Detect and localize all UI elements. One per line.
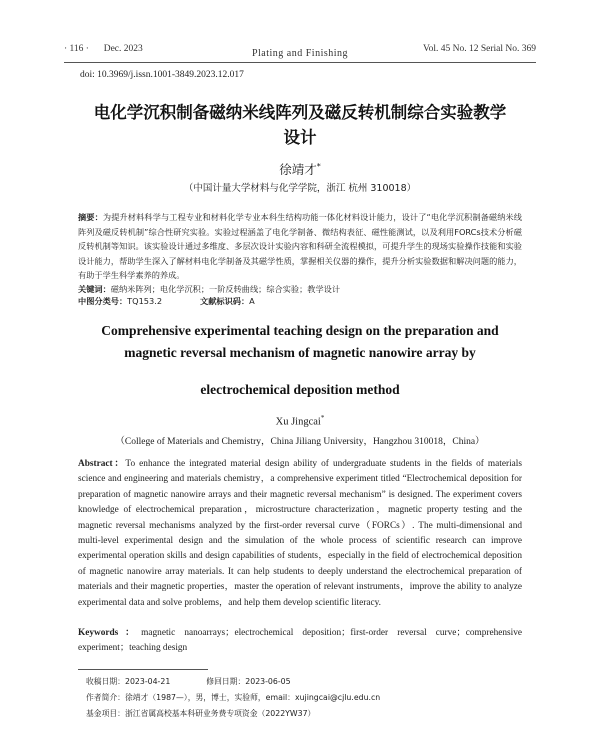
chinese-keywords-text: 磁纳米阵列；电化学沉积；一阶反转曲线；综合实验；教学设计 [110, 284, 341, 294]
doc-code: A [249, 296, 255, 306]
doc-code-label: 文献标识码： [200, 296, 250, 306]
received-label: 收稿日期： [86, 677, 125, 686]
footnote-author-info [86, 692, 380, 703]
english-affiliation: （College of Materials and Chemistry，China Jiliang University，Hangzhou 310018，China） [115, 437, 485, 447]
english-title-line3: electrochemical deposition method [200, 382, 400, 397]
chinese-author [0, 160, 600, 178]
english-abstract [78, 457, 522, 611]
chinese-abstract-text: 为提升材料科学与工程专业和材料化学专业本科生结构功能一体化材料设计能力，设计了“电化学沉积制备磁纳米线阵列及磁反转机制”综合性研究实验。实验过程涵盖了电化学制备、微结构表征、磁性能测试，以及利用FORCs技术分析磁反转机制等知识。该实验设计通过多维度、多层次设计实验内容和科研全流程模拟，可提升学生的现场实验操作技能和实验设计能力，帮助学生深入了解材料电化学制备及其磁学性质，掌握相关仪器的操作，提升分析实验数据和解决问题的能力，有助于学生科学素养的养成。 [78, 212, 522, 281]
english-title-line2: magnetic reversal mechanism of magnetic nanowire array by [124, 345, 476, 360]
revised-label: 修回日期： [206, 677, 246, 686]
chinese-abstract [78, 210, 522, 283]
classification [78, 296, 255, 307]
author-info-text: 徐靖才（1987—），男，博士，实验师，email：xujingcai@cjlu.edu.cn [124, 693, 381, 702]
english-title [60, 320, 540, 364]
funding-label: 基金项目： [86, 709, 125, 718]
revised-date: 2023-06-05 [245, 677, 291, 686]
english-title-line1: Comprehensive experimental teaching design on the preparation and [101, 323, 499, 338]
english-keywords [78, 626, 522, 657]
english-abstract-label: Abstract： [78, 459, 126, 469]
header-rule [64, 62, 536, 63]
journal-name: Plating and Finishing [251, 48, 349, 59]
footnote-rule [78, 669, 208, 670]
chinese-author-name: 徐靖才 [279, 162, 317, 177]
english-keywords-text: magnetic nanoarrays；electrochemical deposition；first-order reversal curve；comprehensive experiment；teaching design [78, 628, 522, 654]
english-author-mark: * [320, 414, 325, 422]
footnote-dates [86, 676, 291, 687]
chinese-keywords-label: 关键词： [78, 284, 111, 294]
chinese-title: 电化学沉积制备磁纳米线阵列及磁反转机制综合实验教学设计 [93, 103, 507, 147]
footnote-funding [86, 708, 315, 719]
english-keywords-label: Keywords： [78, 628, 142, 638]
author-info-label: 作者简介： [86, 693, 125, 702]
chinese-keywords [78, 282, 522, 297]
clc-label: 中图分类号： [78, 296, 128, 306]
received-date: 2023-04-21 [124, 677, 171, 686]
english-author [0, 414, 600, 428]
page-number: · 116 · [64, 44, 89, 54]
funding-text: 浙江省属高校基本科研业务费专项资金（2022YW37） [124, 709, 316, 718]
volume-info: Vol. 45 No. 12 Serial No. 369 [422, 44, 536, 54]
chinese-affiliation: （中国计量大学材料与化学学院，浙江 杭州 310018） [183, 183, 417, 194]
issue-date: Dec. 2023 [103, 44, 143, 54]
doi: doi: 10.3969/j.issn.1001-3849.2023.12.017 [80, 70, 244, 80]
clc-code: TQ153.2 [127, 296, 163, 306]
english-author-name: Xu Jingcai [275, 416, 321, 428]
chinese-abstract-label: 摘要： [78, 212, 103, 222]
english-abstract-text: To enhance the integrated material design ability of undergraduate students in the fields of materials science and engineering and materials chemistry，a comprehensive experiment titled “Electrochemical deposition for preparation of magnetic nanowire arrays and their magnetic reversal mechanism” is designed. The experiment covers knowledge of electrochemical preparation，microstructure characterization，magnetic property testing and the magnetic reversal mechanisms analyzed by the first-order reversal curve（FORCs）. The multi-dimensional and multi-level experimental design and the simulation of the whole process of scientific research can improve experimental operation skills and design capabilities of students，especially in the field of electrochemical deposition of magnetic nanowire array materials. It can help students to deeply understand the electrochemical preparation of materials and their magnetic properties，master the operation of relevant instruments，improve the ability to analyze experimental data and solve problems，and help them develop scientific literacy. [78, 459, 522, 608]
chinese-author-mark: * [316, 161, 321, 171]
